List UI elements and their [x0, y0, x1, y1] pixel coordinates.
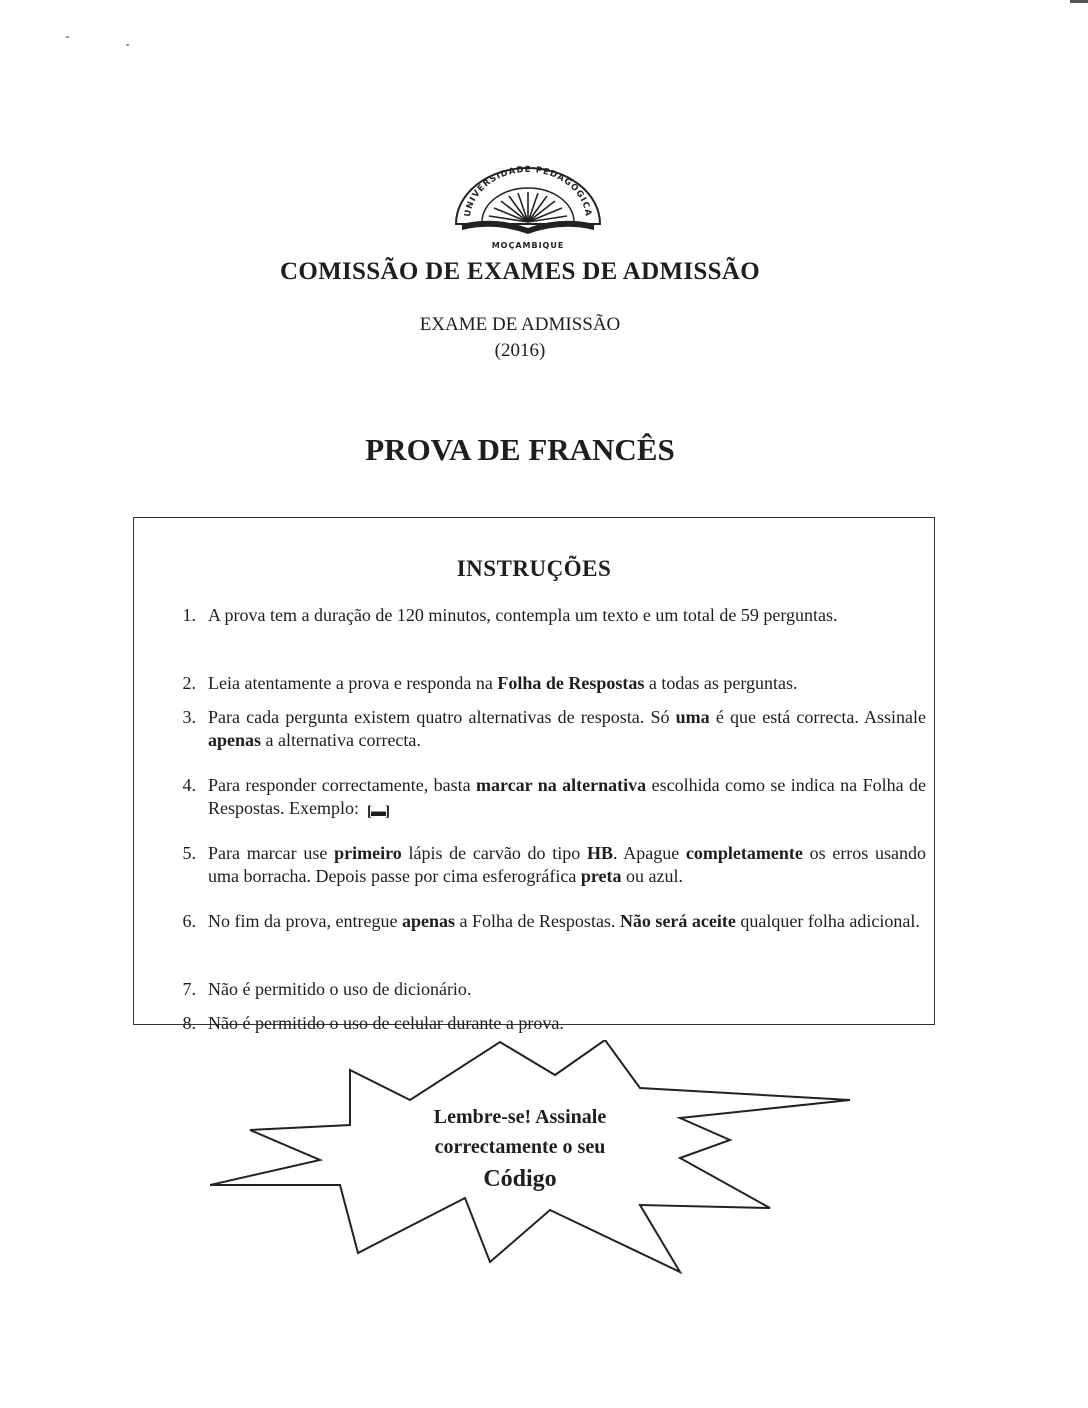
instruction-item	[166, 604, 926, 672]
instruction-item	[166, 978, 926, 1012]
instruction-text-part: é que está correcta. Assinale	[709, 707, 927, 727]
instruction-text	[208, 706, 926, 752]
instruction-text-part: Para cada pergunta existem quatro alternativas de resposta. Só	[208, 707, 676, 727]
university-seal-logo	[448, 160, 608, 256]
instruction-text-part: escolhida como se indica na Folha de Respostas. Exemplo:	[208, 775, 926, 818]
instruction-text	[208, 842, 926, 888]
answer-mark-example-icon: [▬]	[367, 804, 389, 820]
instruction-text-part: a Folha de Respostas.	[454, 911, 620, 931]
instruction-text-part: . Apague	[613, 843, 686, 863]
instruction-emphasis: apenas	[401, 911, 455, 931]
instruction-text	[208, 1012, 926, 1035]
instruction-number: 2.	[182, 673, 196, 693]
instruction-text	[208, 910, 926, 933]
reminder-text	[370, 1102, 670, 1196]
exam-heading	[0, 312, 1040, 364]
instruction-text	[208, 672, 926, 695]
exam-year: (2016)	[494, 340, 546, 361]
scan-edge-mark	[1070, 0, 1088, 3]
instruction-item	[166, 672, 926, 706]
instruction-emphasis: completamente	[685, 843, 803, 863]
instruction-emphasis: Não será aceite	[619, 911, 736, 931]
instruction-text	[208, 774, 926, 824]
instruction-emphasis: marcar na alternativa	[476, 775, 647, 795]
instruction-text	[208, 978, 926, 1001]
scan-speck	[66, 36, 69, 38]
instruction-item	[166, 842, 926, 910]
instruction-emphasis: Folha de Respostas	[497, 673, 645, 693]
instruction-text-part: qualquer folha adicional.	[735, 911, 920, 931]
instruction-text-part: lápis de carvão do tipo	[401, 843, 587, 863]
instruction-text-part: Não é permitido o uso de dicionário.	[208, 979, 472, 999]
exam-title: EXAME DE ADMISSÃO	[419, 314, 621, 335]
instruction-text-part: Para marcar use	[208, 843, 335, 863]
instruction-text-part: a alternativa correcta.	[261, 730, 421, 750]
instruction-number: 6.	[182, 911, 196, 931]
instruction-text	[208, 604, 926, 627]
instruction-emphasis: primeiro	[334, 843, 402, 863]
instruction-text-part: Não é permitido o uso de celular durante a prova.	[208, 1013, 564, 1033]
instruction-text-part: A prova tem a duração de 120 minutos, contempla um texto e um total de 59 perguntas.	[208, 605, 838, 625]
instruction-text-part: ou azul.	[621, 866, 683, 886]
subject-title: PROVA DE FRANCÊS	[365, 432, 675, 467]
instruction-text-part: No fim da prova, entregue	[208, 911, 402, 931]
instructions-list	[166, 604, 926, 1046]
reminder-line-2: correctamente o seu	[434, 1136, 606, 1158]
instruction-text-part: a todas as perguntas.	[644, 673, 798, 693]
instructions-title: INSTRUÇÕES	[456, 556, 612, 581]
logo-bottom-text: MOÇAMBIQUE	[491, 241, 565, 250]
instruction-number: 3.	[182, 707, 196, 727]
instruction-number: 4.	[182, 775, 196, 795]
instruction-number: 7.	[182, 979, 196, 999]
scan-speck	[126, 44, 129, 46]
organization-title: COMISSÃO DE EXAMES DE ADMISSÃO	[280, 258, 760, 285]
reminder-line-3: Código	[483, 1166, 557, 1192]
instruction-item	[166, 706, 926, 774]
logo-arc-text: UNIVERSIDADE PEDAGÓGICA	[463, 164, 593, 218]
reminder-line-1: Lembre-se! Assinale	[433, 1106, 607, 1128]
instruction-number: 5.	[182, 843, 196, 863]
instruction-emphasis: apenas	[208, 730, 262, 750]
instruction-text-part: Leia atentamente a prova e responda na	[208, 673, 498, 693]
instruction-emphasis: HB	[586, 843, 613, 863]
instruction-emphasis: uma	[675, 707, 710, 727]
instruction-number: 8.	[182, 1013, 196, 1033]
instruction-number: 1.	[182, 605, 196, 625]
instruction-text-part: Para responder correctamente, basta	[208, 775, 477, 795]
instruction-text-part: os erros usando uma borracha. Depois passe por cima esferográfica	[208, 843, 927, 886]
instruction-emphasis: preta	[580, 866, 622, 886]
instruction-item	[166, 774, 926, 842]
instructions-box	[133, 517, 935, 1033]
instruction-item	[166, 910, 926, 978]
